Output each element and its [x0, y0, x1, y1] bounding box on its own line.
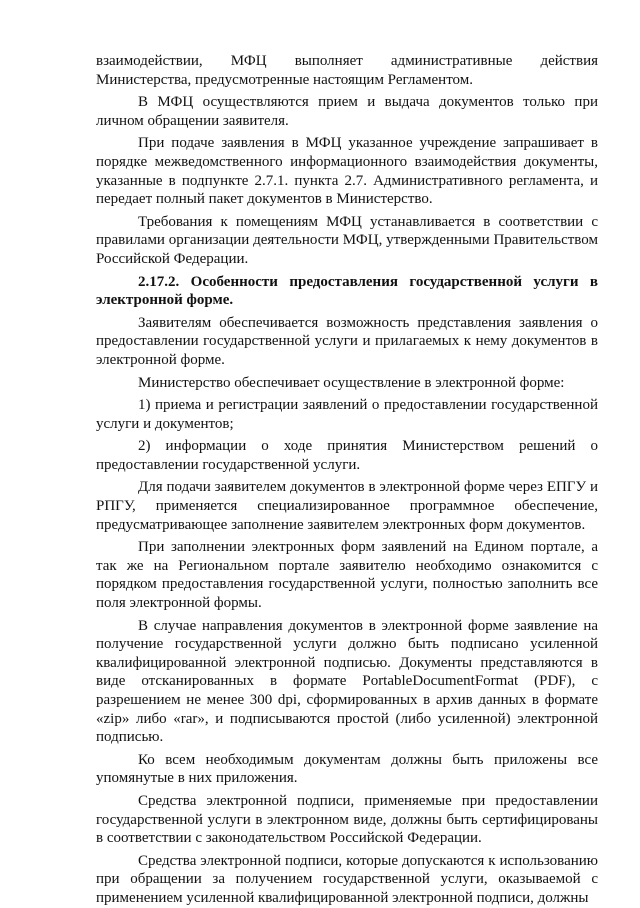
paragraph: Требования к помещениям МФЦ устанавливается в соответствии с правилами организации деятельности МФЦ, утвержденными Правительством Российской Федерации.	[96, 213, 598, 267]
paragraph: В МФЦ осуществляются прием и выдача документов только при личном обращении заявителя.	[96, 94, 598, 129]
paragraph-continuation: взаимодействии, МФЦ выполняет административные действия Министерства, предусмотренные настоящим Регламентом.	[96, 53, 598, 88]
list-item: 1) приема и регистрации заявлений о предоставлении государственной услуги и документов;	[96, 397, 598, 432]
paragraph: Средства электронной подписи, применяемые при предоставлении государственной услуги в электронном виде, должны быть сертифицированы в соответствии с законодательством Российской Федерации.	[96, 792, 598, 847]
paragraph: Министерство обеспечивает осуществление в электронной форме:	[138, 374, 565, 391]
paragraph: Средства электронной подписи, которые допускаются к использованию при обращении за получением государственной услуги, оказываемой с применением усиленной квалифицированной электронной подписи, должны	[96, 852, 598, 906]
paragraph: Для подачи заявителем документов в электронной форме через ЕПГУ и РПГУ, применяется специализированное программное обеспечение, предусматривающее заполнение заявителем электронных форм документов.	[96, 479, 598, 533]
paragraph: При заполнении электронных форм заявлений на Едином портале, а так же на Региональном портале заявителю необходимо ознакомится с порядком предоставления государственной услуги, полностью заполнить все поля электронной формы.	[96, 539, 598, 612]
list-item: 2) информации о ходе принятия Министерством решений о предоставлении государственной услуги.	[96, 438, 598, 473]
paragraph: Заявителям обеспечивается возможность представления заявления о предоставлении государственной услуги и прилагаемых к нему документов в электронной форме.	[96, 314, 598, 368]
paragraph: Ко всем необходимым документам должны быть приложены все упомянутые в них приложения.	[96, 751, 598, 787]
paragraph: При подаче заявления в МФЦ указанное учреждение запрашивает в порядке межведомственного информационного взаимодействия документы, указанные в подпункте 2.7.1. пункта 2.7. Административного регламента, и передает полный пакет документов в Министерство.	[96, 135, 598, 208]
section-heading: 2.17.2. Особенности предоставления государственной услуги в электронной форме.	[96, 273, 598, 309]
paragraph: В случае направления документов в электронной форме заявление на получение государственной услуги должно быть подписано усиленной квалифицированной электронной подписью. Документы представляются в виде отсканированных в формате PortableDocumentFormat (PDF), с разрешением не менее 300 dpi, сформированных в архив данных в формате «zip» либо «rar», и подписываются простой (либо усиленной) электронной подписью.	[96, 617, 598, 746]
